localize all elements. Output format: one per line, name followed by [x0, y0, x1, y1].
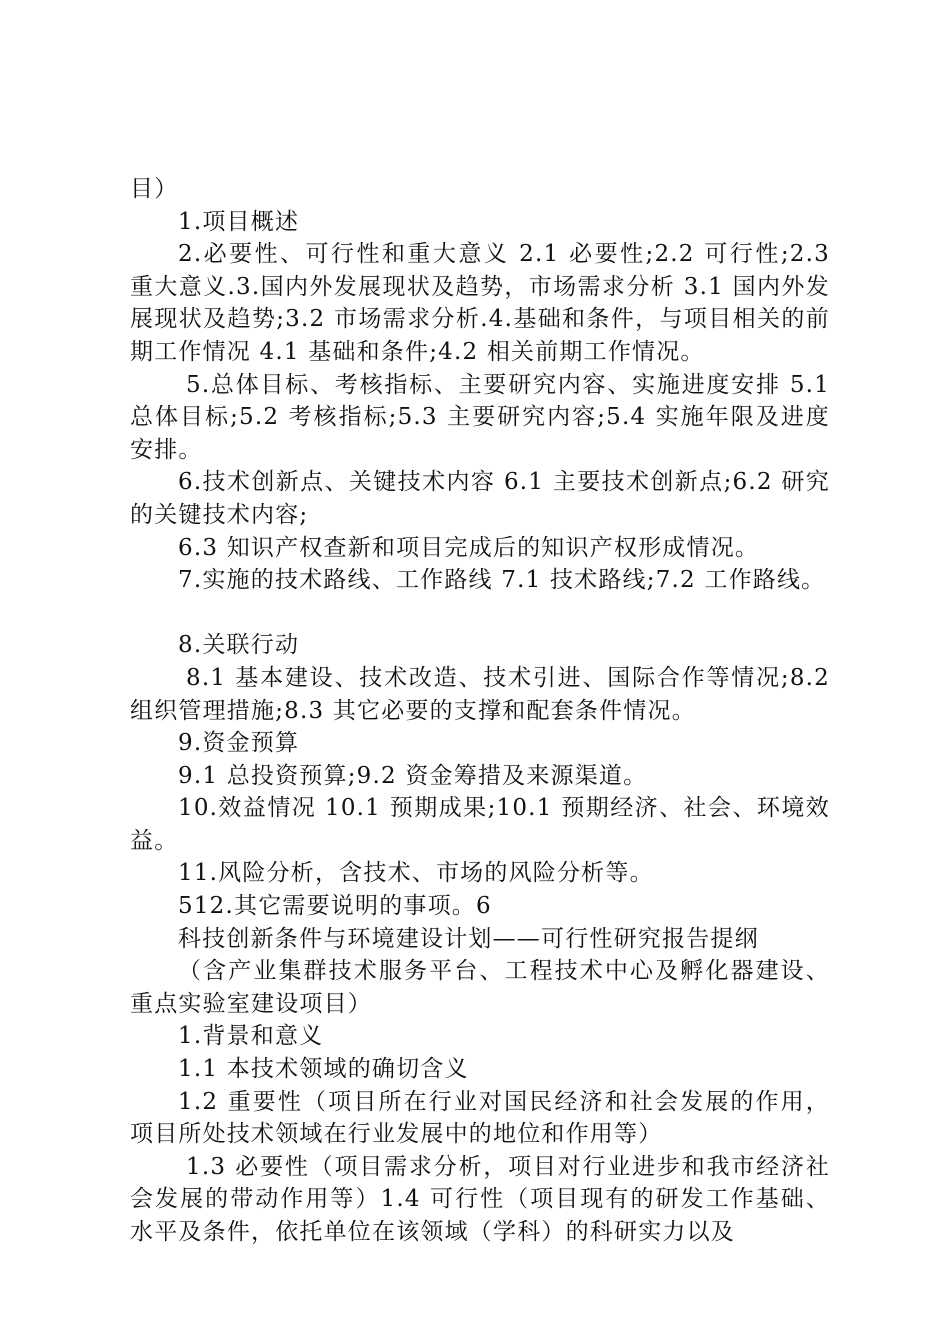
paragraph-budget-detail: 9.1 总投资预算;9.2 资金筹措及来源渠道。	[178, 762, 648, 789]
paragraph-benefits: 10.效益情况 10.1 预期成果;10.1 预期经济、社会、环境效益。	[130, 795, 830, 854]
paragraph-other-matters: 512.其它需要说明的事项。6	[178, 893, 492, 920]
paragraph-outline-title: 科技创新条件与环境建设计划——可行性研究报告提纲	[178, 925, 759, 952]
paragraph-project-overview: 1.项目概述	[178, 208, 300, 235]
paragraph-risk-analysis: 11.风险分析，含技术、市场的风险分析等。	[178, 860, 654, 887]
paragraph-continuation: 目）	[130, 176, 179, 202]
paragraph-tech-route: 7.实施的技术路线、工作路线 7.1 技术路线;7.2 工作路线。	[178, 567, 826, 594]
paragraph-field-definition: 1.1 本技术领域的确切含义	[178, 1056, 469, 1083]
paragraph-background: 1.背景和意义	[178, 1023, 324, 1050]
document-body	[130, 173, 830, 1249]
paragraph-related-actions-detail: 8.1 基本建设、技术改造、技术引进、国际合作等情况;8.2 组织管理措施;8.3 其它必要的支撑和配套条件情况。	[130, 664, 830, 724]
paragraph-related-actions: 8.关联行动	[178, 632, 300, 659]
paragraph-importance: 1.2 重要性（项目所在行业对国民经济和社会发展的作用，项目所处技术领域在行业发展中的地位和作用等）	[130, 1088, 830, 1148]
paragraph-gap	[130, 597, 830, 630]
paragraph-tech-innovation: 6.技术创新点、关键技术内容 6.1 主要技术创新点;6.2 研究的关键技术内容;	[130, 469, 830, 528]
paragraph-outline-scope: （含产业集群技术服务平台、工程技术中心及孵化器建设、重点实验室建设项目）	[130, 958, 830, 1017]
paragraph-necessity-feasibility-detail: 1.3 必要性（项目需求分析，项目对行业进步和我市经济社会发展的带动作用等）1.4 可行性（项目现有的研发工作基础、水平及条件，依托单位在该领域（学科）的科研实力以及	[130, 1153, 830, 1245]
paragraph-ip-check: 6.3 知识产权查新和项目完成后的知识产权形成情况。	[178, 534, 760, 561]
paragraph-budget: 9.资金预算	[178, 730, 300, 757]
paragraph-overall-goals: 5.总体目标、考核指标、主要研究内容、实施进度安排 5.1 总体目标;5.2 考核指标;5.3 主要研究内容;5.4 实施年限及进度安排。	[130, 371, 830, 463]
paragraph-necessity-feasibility: 2.必要性、可行性和重大意义 2.1 必要性;2.2 可行性;2.3 重大意义.3.国内外发展现状及趋势，市场需求分析 3.1 国内外发展现状及趋势;3.2 市场需求分析.4.基础和条件，与项目相关的前期工作情况 4.1 基础和条件;4.2 相关前期工作情况。	[130, 241, 830, 365]
